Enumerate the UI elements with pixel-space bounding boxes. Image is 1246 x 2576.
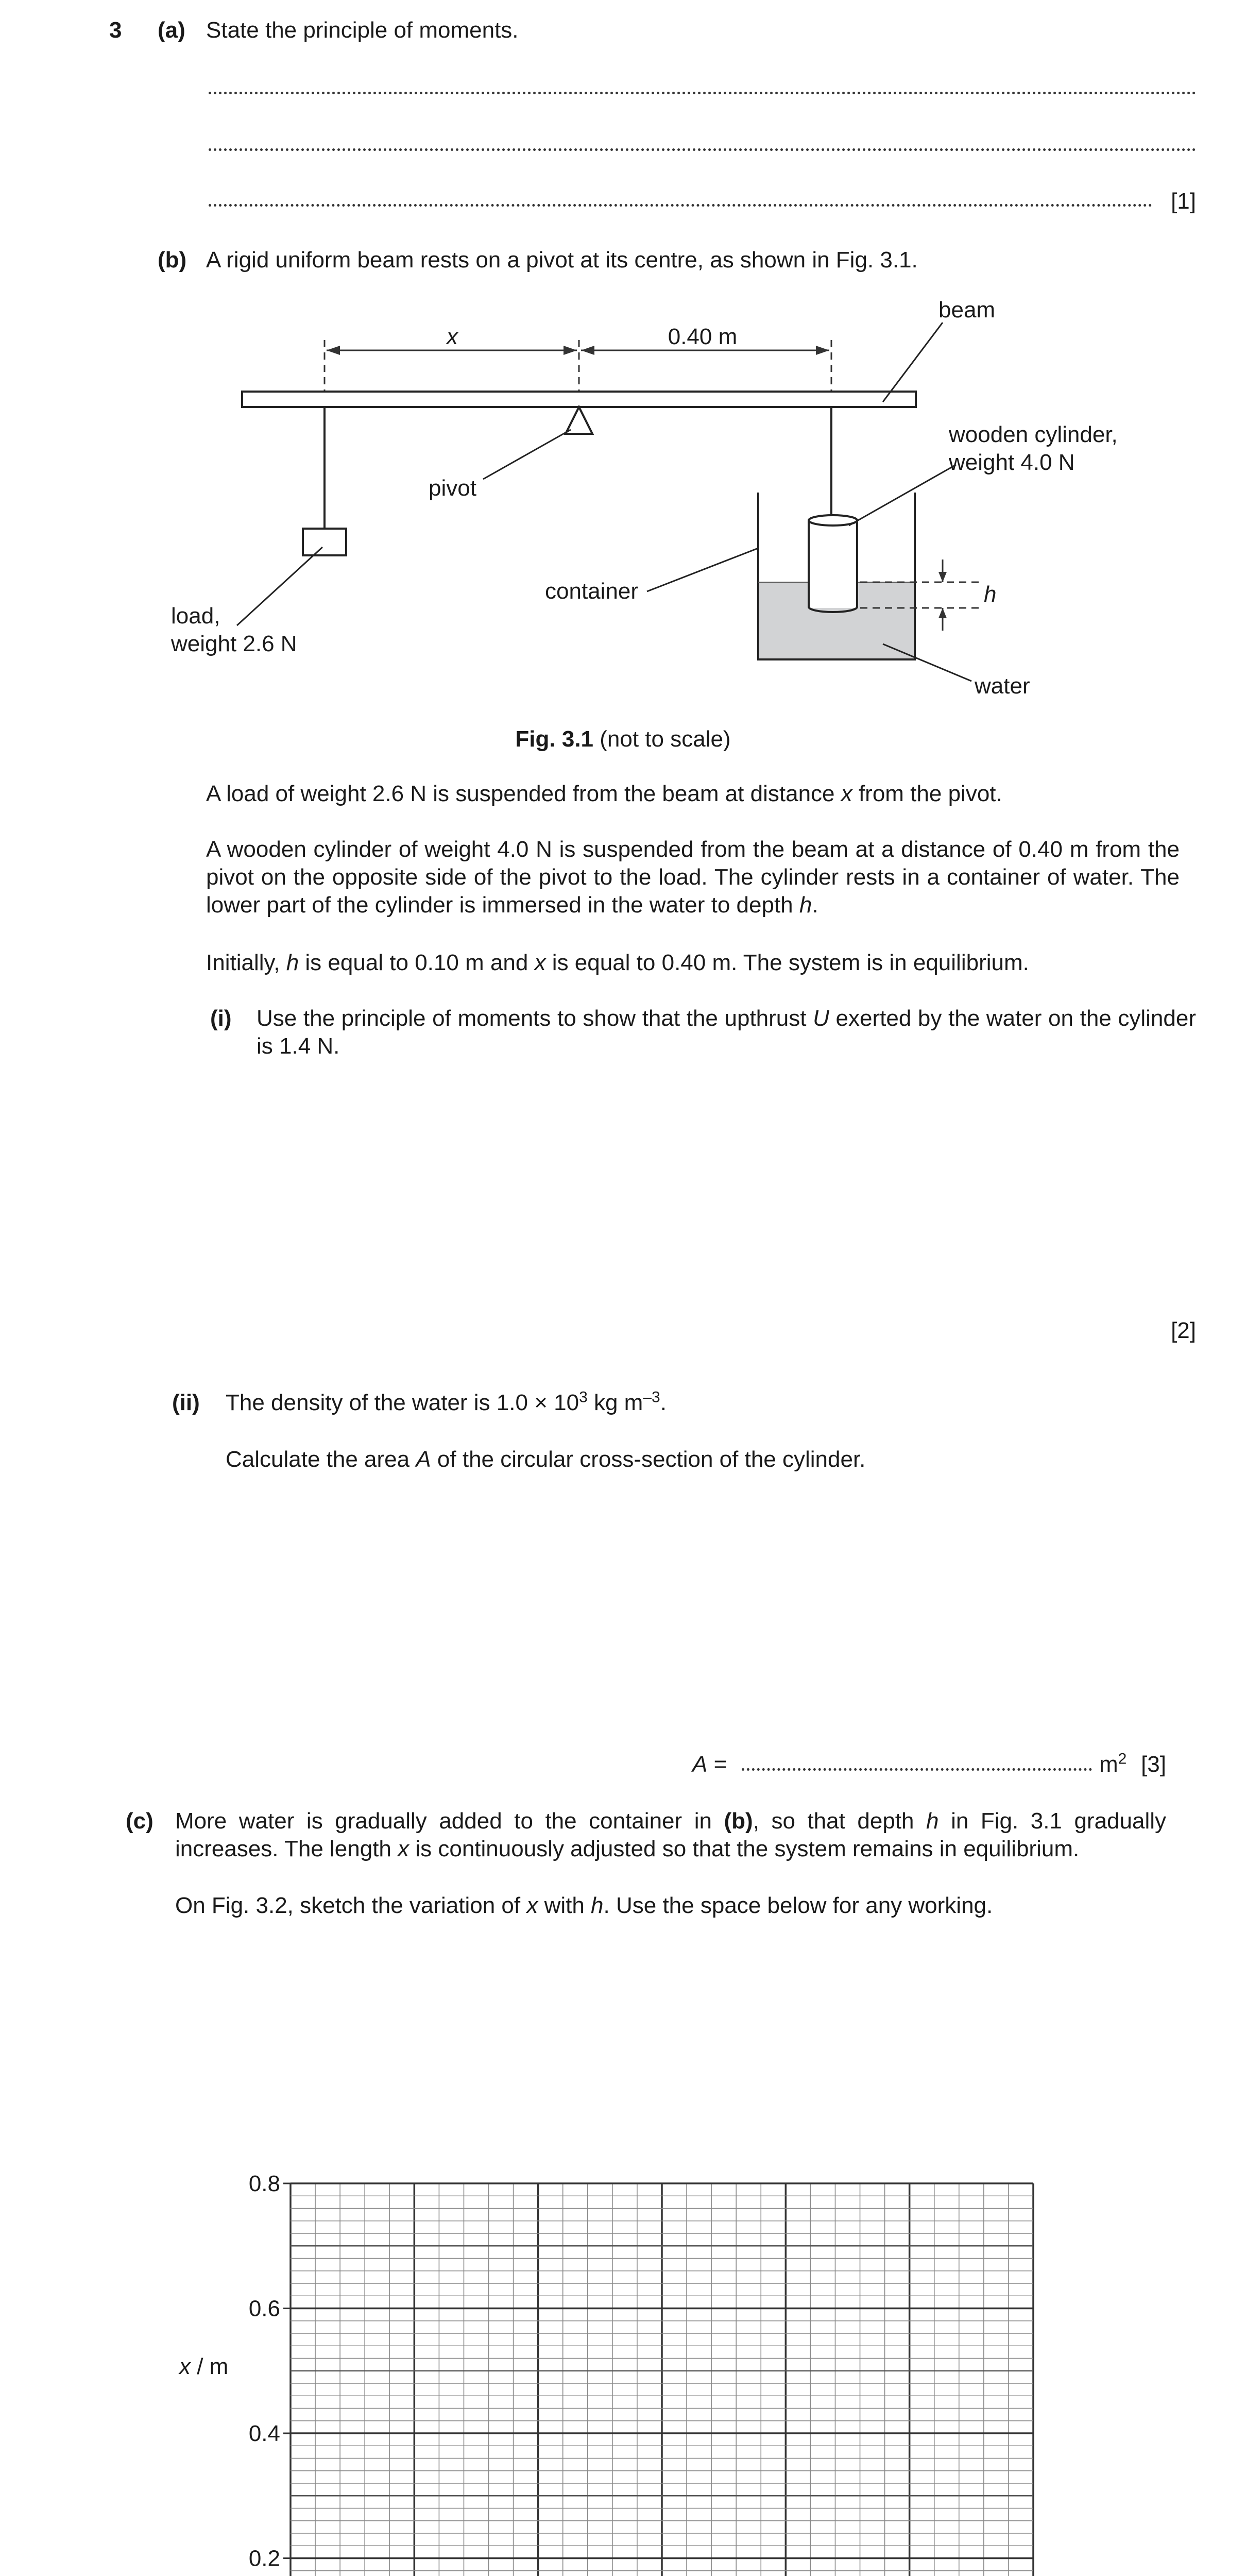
load-leader: [237, 547, 322, 625]
y-tick-label: 0.6: [248, 2296, 280, 2321]
arrowhead: [938, 572, 947, 582]
question-number: 3: [109, 18, 122, 43]
figure-3-1: [0, 283, 1246, 747]
part-i-text: Use the principle of moments to show that the upthrust U exerted by the water on the cylinder is 1.4 N.: [257, 1006, 1196, 1059]
arrowhead: [816, 346, 829, 355]
container-leader: [647, 548, 758, 591]
part-c-paragraph-2: On Fig. 3.2, sketch the variation of x with h. Use the space below for any working.: [175, 1893, 993, 1918]
distance-label: 0.40 m: [668, 324, 738, 349]
part-a-text: State the principle of moments.: [206, 18, 519, 43]
pivot-leader: [483, 430, 571, 479]
answer-line[interactable]: [209, 204, 1152, 207]
marks-b-ii: [3]: [1141, 1752, 1166, 1777]
density-statement: The density of the water is $1.0 \times 10^3$ kg $m^{-3}$.: [226, 1388, 667, 1415]
paragraph-cylinder: A wooden cylinder of weight 4.0 N is suspended from the beam at a distance of 0.40 m from the pivot on the opposite side of the pivot to the load. The cylinder rests in a container of water. The lower part of the cylinder is immersed in the water to depth h.: [206, 837, 1180, 918]
y-tick-label: 0.2: [248, 2546, 280, 2571]
cylinder-leader: [849, 465, 956, 526]
answer-area-unit: $m^2$: [1099, 1750, 1127, 1777]
wooden-cylinder: [809, 520, 857, 608]
y-tick-label: 0.4: [248, 2421, 280, 2446]
y-tick-label: 0.8: [248, 2171, 280, 2196]
cylinder-label-line1: wooden cylinder,: [949, 422, 1118, 447]
container-label: container: [545, 579, 639, 604]
y-axis-label: x / m: [179, 2354, 229, 2379]
beam-label: beam: [938, 297, 996, 323]
calculate-area-text: Calculate the area A of the circular cross-section of the cylinder.: [226, 1447, 866, 1472]
water-label: water: [975, 673, 1030, 699]
part-c-label: (c): [126, 1808, 153, 1834]
arrowhead: [938, 608, 947, 618]
paragraph-initial: Initially, h is equal to 0.10 m and x is equal to 0.40 m. The system is in equilibrium.: [206, 950, 1029, 975]
part-b-label: (b): [158, 247, 187, 273]
h-label: h: [984, 582, 997, 607]
arrowhead: [581, 346, 594, 355]
arrowhead: [327, 346, 340, 355]
cylinder-label-line2: weight 4.0 N: [949, 450, 1075, 475]
paragraph-load: A load of weight 2.6 N is suspended from the beam at distance x from the pivot.: [206, 781, 1002, 806]
part-i-label: (i): [210, 1006, 232, 1031]
answer-line[interactable]: [209, 92, 1196, 94]
answer-area-label: A =: [692, 1752, 727, 1777]
load-label-line2: weight 2.6 N: [171, 631, 297, 656]
part-c-paragraph-1: More water is gradually added to the container in (b), so that depth h in Fig. 3.1 gradually increases. The length x is continuously adjusted so that the system remains in equilibrium.: [175, 1808, 1167, 1861]
water-leader: [883, 644, 971, 681]
arrowhead: [564, 346, 577, 355]
cylinder-top: [809, 515, 857, 526]
marks-a: [1]: [1171, 189, 1196, 214]
part-ii-label: (ii): [172, 1390, 200, 1415]
graph-fig-3-2[interactable]: [0, 2154, 1246, 2576]
answer-area-line[interactable]: [742, 1768, 1092, 1771]
part-b-intro: A rigid uniform beam rests on a pivot at its centre, as shown in Fig. 3.1.: [206, 247, 918, 273]
pivot-label: pivot: [429, 476, 476, 501]
x-dimension-label: x: [447, 324, 458, 349]
fig31-caption: Fig. 3.1 (not to scale): [515, 726, 731, 752]
beam-leader: [883, 323, 943, 402]
answer-line[interactable]: [209, 148, 1196, 151]
marks-b-i: [2]: [1171, 1318, 1196, 1343]
load: [303, 529, 346, 555]
part-a-label: (a): [158, 18, 185, 43]
beam: [242, 392, 916, 407]
load-label-line1: load,: [171, 603, 220, 629]
